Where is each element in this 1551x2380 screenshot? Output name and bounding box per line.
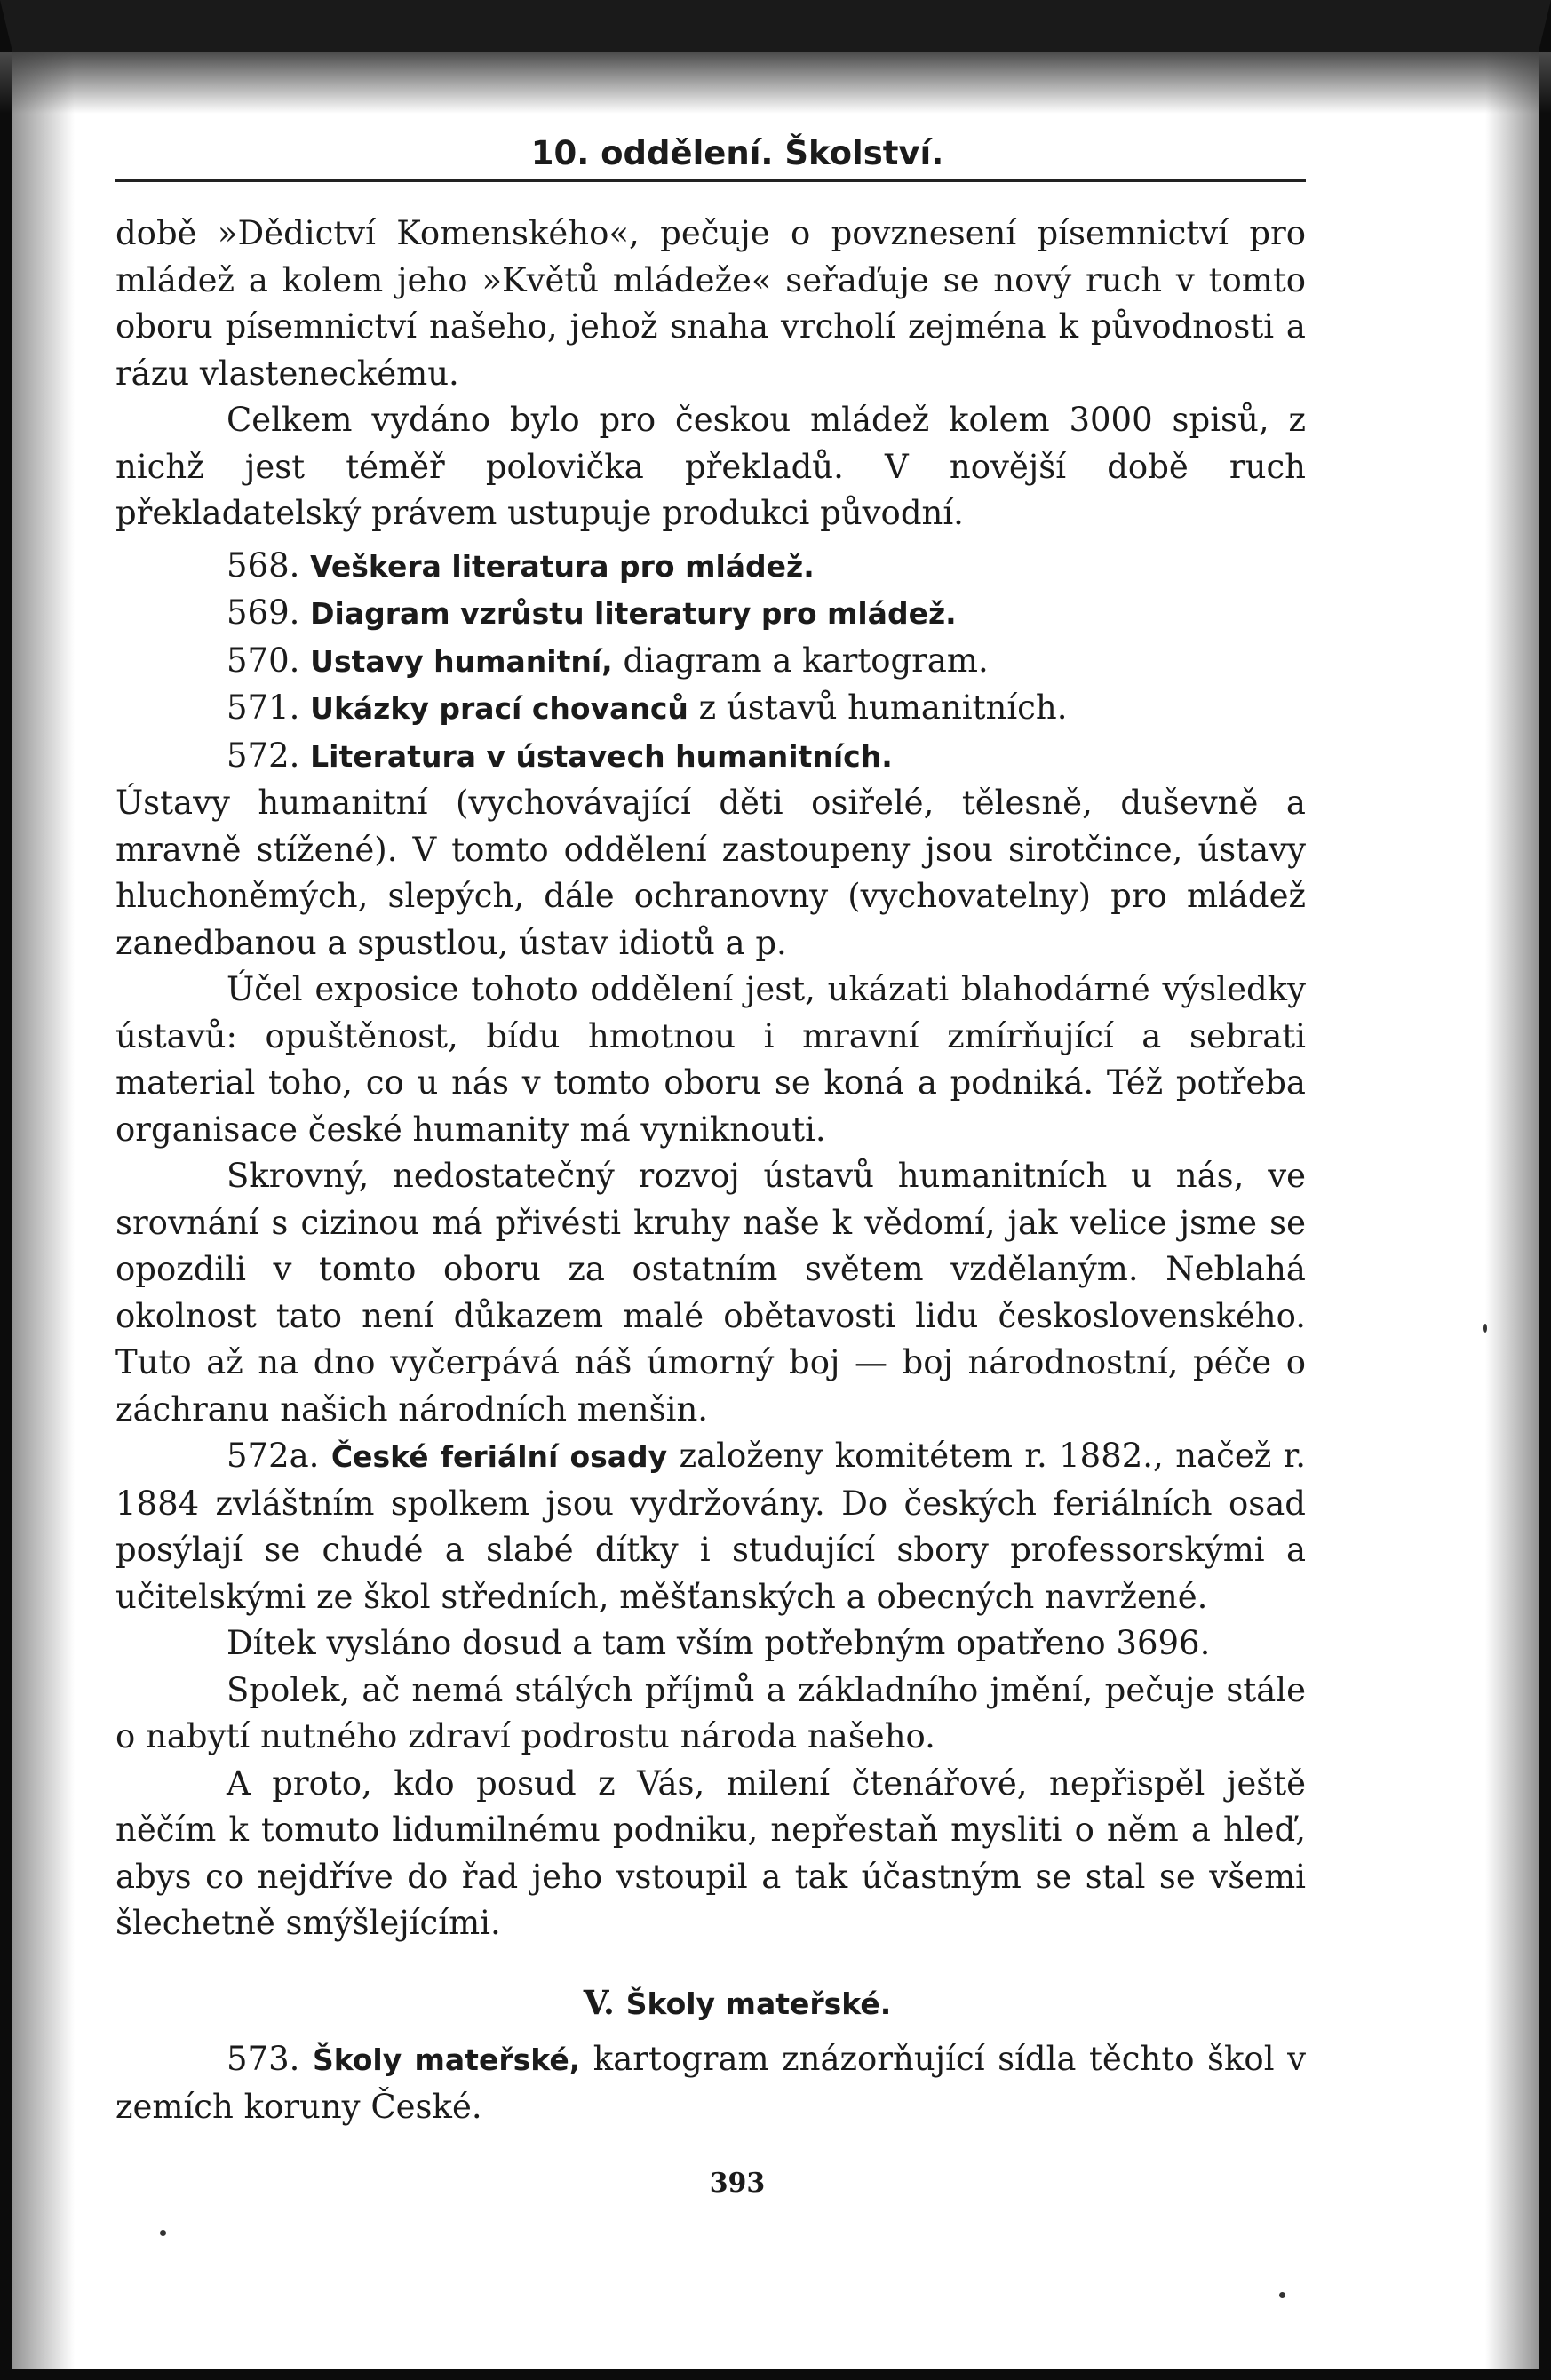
paragraph-1: době »Dědictví Komenského«, pečuje o povznesení písemnictví pro mládež a kolem jeho »Květů mládeže« seřaďuje se nový ruch v tomto oboru písemnictví našeho, jehož snaha vrcholí zejména k původnosti a rázu vlasteneckému.: [115, 214, 1306, 393]
entry-number: 573.: [227, 2040, 300, 2078]
section-heading: [169, 1979, 1306, 2028]
paragraph-5: Skrovný, nedostatečný rozvoj ústavů humanitních u nás, ve srovnání s cizinou má přivésti kruhy naše k vědomí, jak velice jsme se opozdili v tomto oboru za ostatním světem vzdělaným. Neblahá okolnost tato není důkazem malé obětavosti lidu československého. Tuto až na dno vyčerpává náš úmorný boj — boj národnostní, péče o záchranu našich národních menšin.: [115, 1157, 1306, 1429]
paragraph-9: A proto, kdo posud z Vás, milení čtenářové, nepřispěl ještě něčím k tomuto lidumilnému podniku, nepřestaň mysliti o něm a hleď, abys co nejdříve do řad jeho vstoupil a tak účastným se stal se všemi šlechetně smýšlejícími.: [115, 1763, 1306, 1942]
entry-title: Školy mateřské,: [312, 2042, 581, 2077]
entry-568: [115, 543, 1306, 591]
entry-number: 571.: [227, 689, 300, 727]
entry-number: 569.: [227, 593, 300, 632]
scan-left-shadow: [12, 52, 75, 2369]
entry-title: Ustavy humanitní,: [310, 643, 613, 679]
entry-number: 568.: [227, 545, 300, 585]
entry-title: České feriální osady: [330, 1439, 668, 1474]
paragraph-4: Účel exposice tohoto oddělení jest, ukázati blahodárné výsledky ústavů: opuštěnost, bídu hmotnou i mravní zmírňující a sebrati material toho, co u nás v tomto oboru se koná a podniká. Též potřeba organisace české humanity má vyniknouti.: [115, 970, 1306, 1149]
scan-speck: [160, 2230, 166, 2236]
paragraph-8: Spolek, ač nemá stálých příjmů a základního jmění, pečuje stále o nabytí nutného zdraví podrostu národa našeho.: [115, 1670, 1306, 1755]
entry-number: 570.: [227, 641, 300, 680]
entry-rest: z ústavů humanitních.: [688, 689, 1068, 727]
entry-571: [115, 685, 1306, 733]
entry-number: 572a.: [227, 1437, 320, 1475]
section-title: Školy mateřské.: [625, 1986, 892, 2021]
paragraph-572a: [115, 1433, 1306, 1620]
entry-rest: kartogram znázorňující sídla těchto škol v zemích koruny České.: [115, 2040, 1306, 2126]
running-header: 10. oddělení. Školství.: [530, 134, 944, 172]
entry-572: [115, 733, 1306, 781]
entry-title: Veškera literatura pro mládež.: [310, 548, 815, 584]
section-numeral: V.: [583, 1982, 615, 2022]
entry-title: Ukázky prací chovanců: [310, 691, 688, 726]
entry-title: Diagram vzrůstu literatury pro mládež.: [310, 596, 957, 631]
entry-title: Literatura v ústavech humanitních.: [310, 738, 893, 774]
paragraph-3: Ústavy humanitní (vychovávající děti osiřelé, tělesně, duševně a mravně stížené). V tomto oddělení zastoupeny jsou sirotčince, ústavy hluchoněmých, slepých, dále ochranovny (vychovatelny) pro mládež zanedbanou a spustlou, ústav idiotů a p.: [115, 784, 1306, 962]
scan-right-shadow: [1485, 52, 1539, 2369]
entry-573: [115, 2036, 1306, 2130]
scan-top-shadow: [0, 52, 1551, 114]
paragraph-7: Dítek vysláno dosud a tam vším potřebným opatřeno 3696.: [227, 1624, 1211, 1662]
header-rule: [115, 179, 1306, 182]
entry-570: [115, 638, 1306, 686]
entry-569: [115, 590, 1306, 638]
paragraph-2: Celkem vydáno bylo pro českou mládež kolem 3000 spisů, z nichž jest téměř polovička překladů. V novější době ruch překladatelský právem ustupuje produkci původní.: [115, 401, 1306, 532]
scan-speck: [1279, 2292, 1285, 2298]
page-number: 393: [709, 2168, 766, 2199]
entry-rest: diagram a kartogram.: [612, 641, 989, 680]
book-page: [115, 133, 1306, 2199]
scan-speck: [1483, 1324, 1487, 1333]
entry-rest: založeny komitétem r. 1882., načež r. 1884 zvláštním spolkem jsou vydržovány. Do českých feriálních osad posýlají se chudé a slabé dítky i studující sbory professorskými a učitelskými ze škol středních, měšťanských a obecných navržené.: [115, 1437, 1306, 1616]
entry-number: 572.: [227, 736, 300, 775]
